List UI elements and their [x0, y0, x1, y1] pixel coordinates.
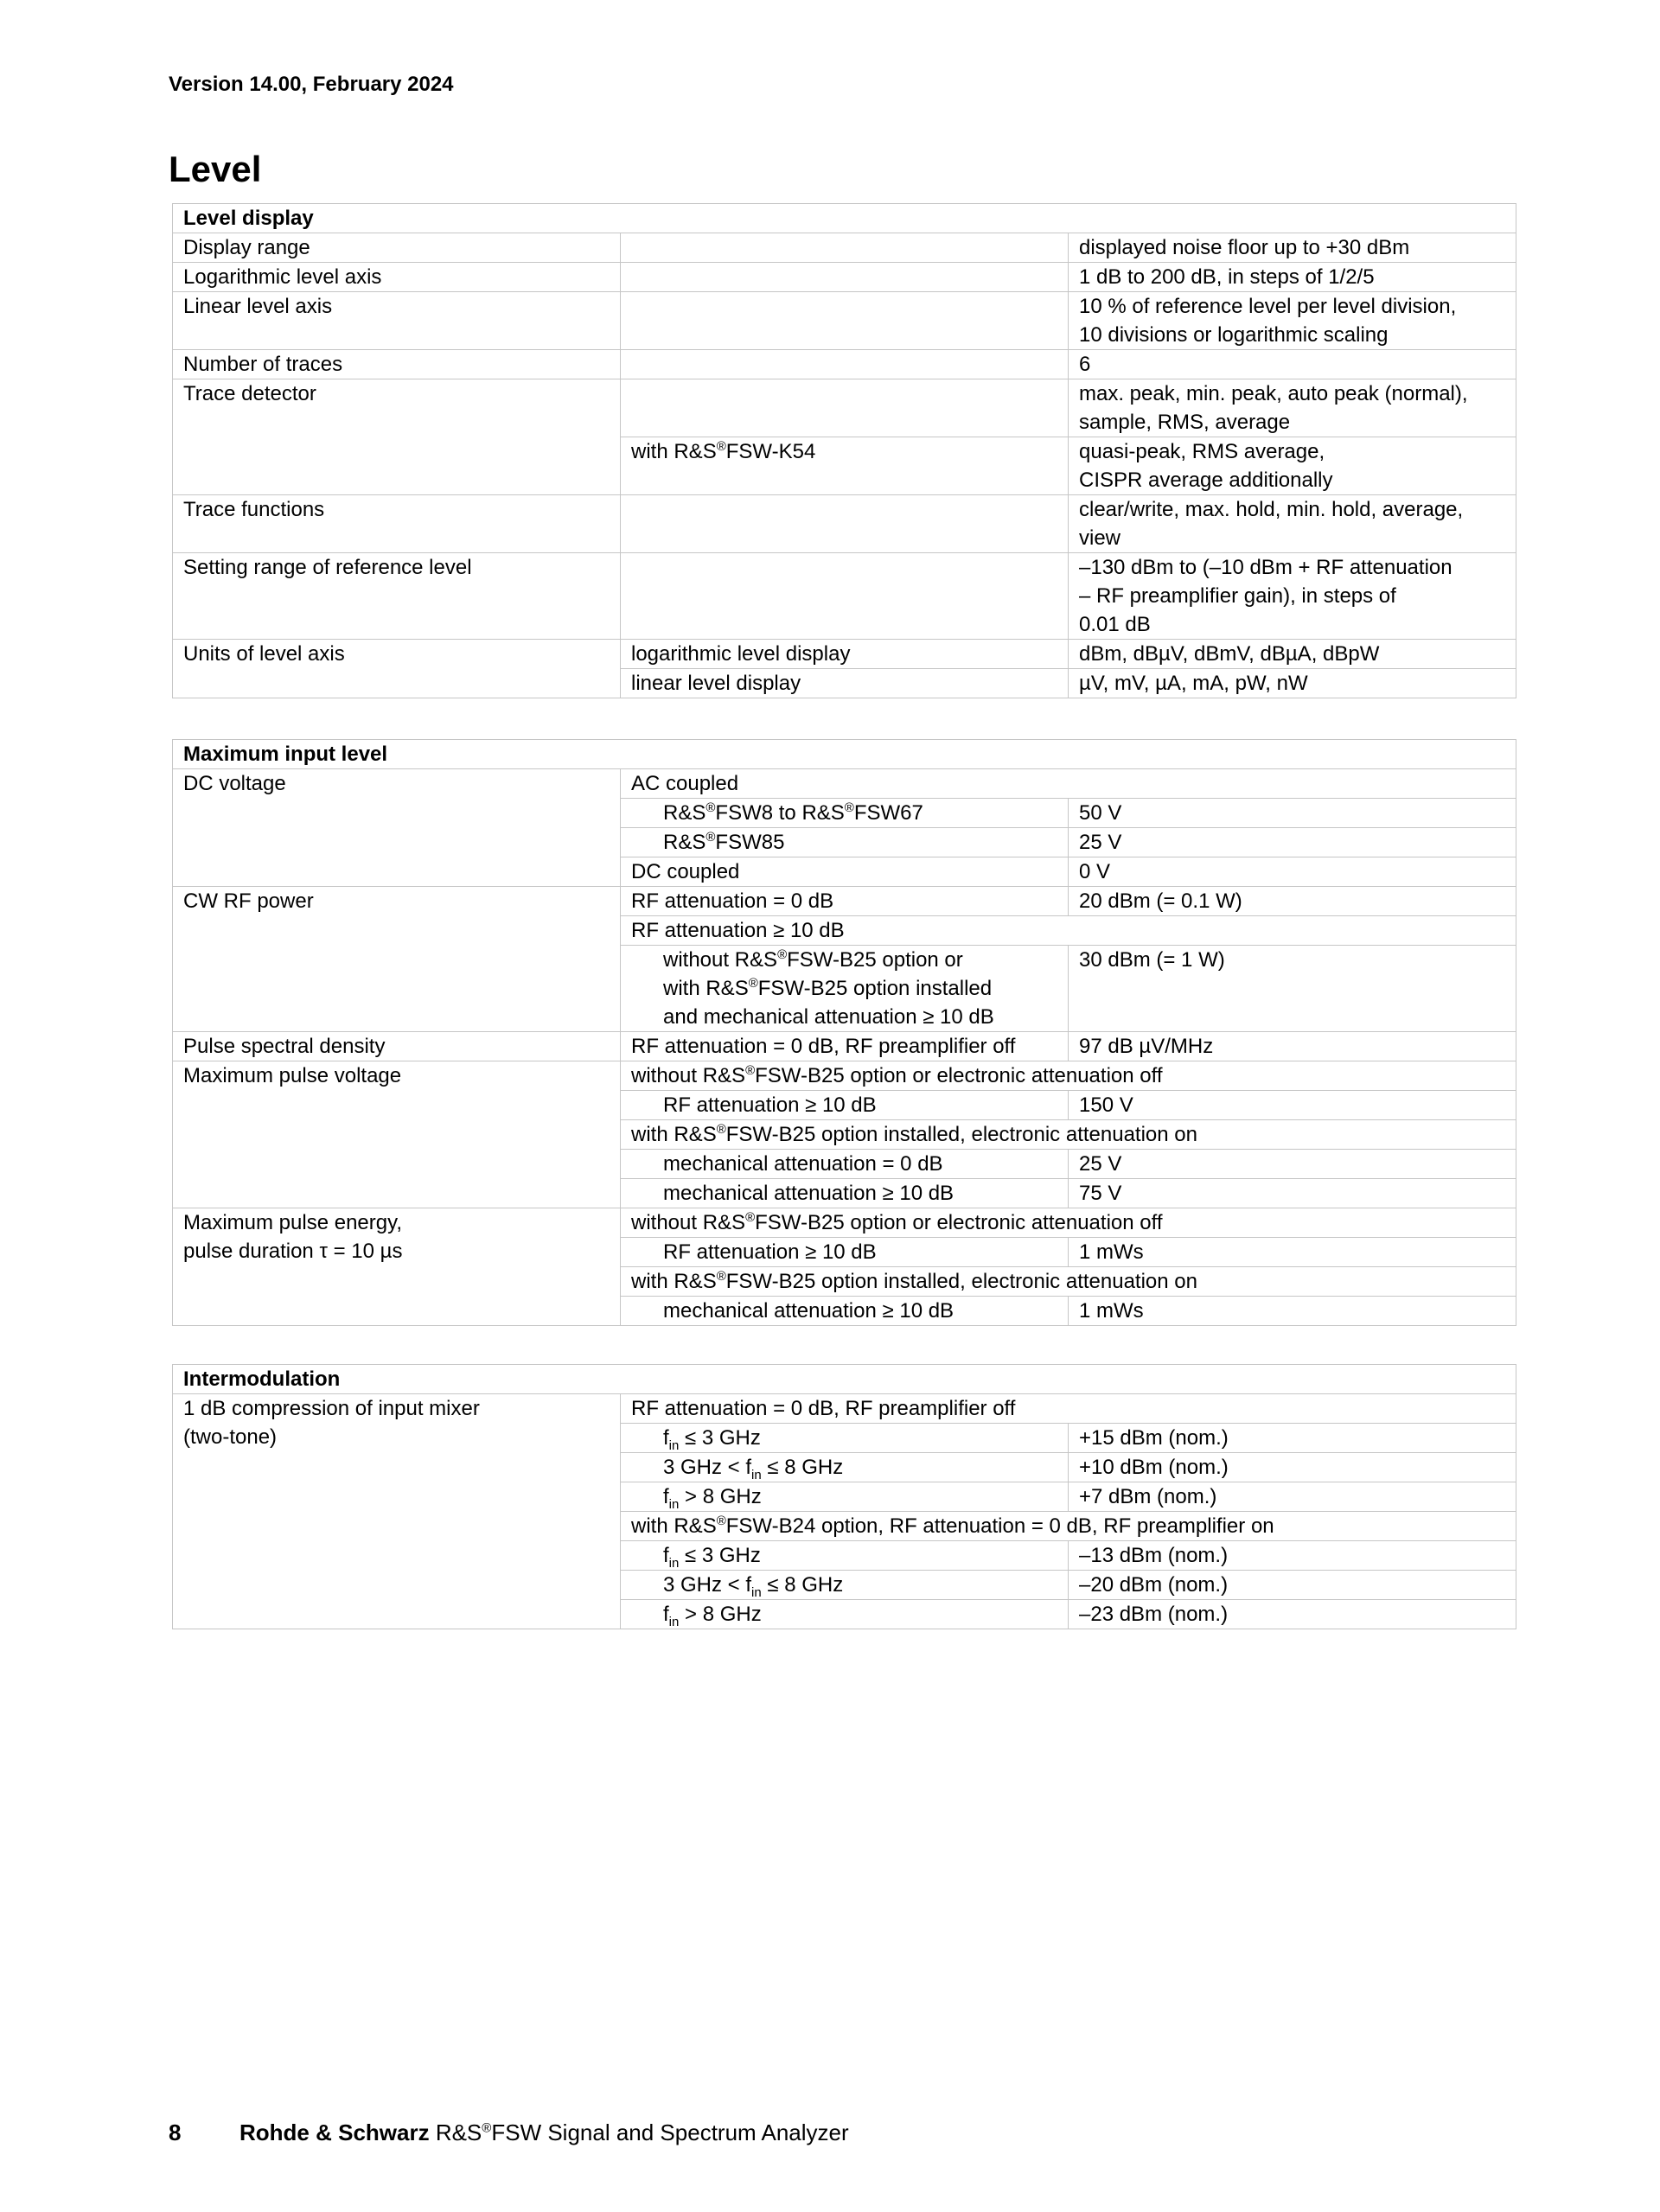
table-row	[173, 379, 1516, 437]
condition-cell	[621, 1600, 1069, 1629]
condition-line	[663, 974, 1057, 1003]
condition-cell: mechanical attenuation ≥ 10 dB	[621, 1297, 1069, 1326]
condition-cell: linear level display	[621, 669, 1069, 698]
condition-cell	[621, 1482, 1069, 1512]
label-line: Maximum pulse energy,	[183, 1211, 402, 1234]
level-display-table	[172, 203, 1516, 698]
registered-mark: ®	[745, 1210, 756, 1225]
param-value: quasi-peak, RMS average, CISPR average additionally	[1069, 437, 1516, 495]
condition-text: 3 GHz <	[663, 1456, 746, 1479]
table-row	[173, 887, 1516, 916]
param-value: –23 dBm (nom.)	[1069, 1600, 1516, 1629]
param-value: 25 V	[1069, 828, 1516, 857]
param-value: 1 mWs	[1069, 1238, 1516, 1267]
freq-symbol: f	[663, 1544, 669, 1567]
freq-subscript: in	[751, 1584, 762, 1600]
table-heading-row	[173, 1365, 1516, 1394]
param-label: Logarithmic level axis	[173, 263, 621, 292]
condition-cell: RF attenuation = 0 dB, RF preamplifier off	[621, 1394, 1516, 1424]
condition-cell: RF attenuation ≥ 10 dB	[621, 1091, 1069, 1120]
param-label: Trace detector	[173, 379, 621, 495]
registered-mark: ®	[706, 800, 716, 815]
freq-subscript: in	[668, 1437, 680, 1453]
condition-text: with R&S	[663, 977, 749, 1000]
condition-text: FSW-B25 option installed, electronic attenuation on	[725, 1270, 1197, 1293]
registered-mark: ®	[716, 1122, 726, 1137]
condition-text: FSW85	[715, 831, 785, 854]
param-value: 97 dB µV/MHz	[1069, 1032, 1516, 1061]
param-value: 6	[1069, 350, 1516, 379]
condition-text: FSW-K54	[725, 440, 816, 463]
param-value: clear/write, max. hold, min. hold, average, view	[1069, 495, 1516, 553]
registered-mark: ®	[748, 976, 758, 991]
freq-symbol: f	[745, 1456, 752, 1479]
freq-symbol: f	[663, 1485, 669, 1508]
registered-mark: ®	[482, 2120, 492, 2136]
registered-mark: ®	[844, 800, 854, 815]
param-label: Linear level axis	[173, 292, 621, 350]
table-row	[173, 292, 1516, 350]
condition-line	[663, 946, 1057, 974]
param-label: Display range	[173, 233, 621, 263]
condition-cell: RF attenuation ≥ 10 dB	[621, 1238, 1069, 1267]
condition-cell: logarithmic level display	[621, 640, 1069, 669]
intermodulation-table	[172, 1364, 1516, 1629]
param-value: +10 dBm (nom.)	[1069, 1453, 1516, 1482]
param-value: 75 V	[1069, 1179, 1516, 1208]
param-label	[173, 1394, 621, 1629]
table-row	[173, 350, 1516, 379]
condition-text: without R&S	[663, 948, 778, 972]
condition-cell	[621, 1424, 1069, 1453]
table-row	[173, 1208, 1516, 1238]
param-value: 1 dB to 200 dB, in steps of 1/2/5	[1069, 263, 1516, 292]
condition-cell	[621, 1541, 1069, 1571]
condition-cell: RF attenuation = 0 dB	[621, 887, 1069, 916]
condition-cell	[621, 828, 1069, 857]
condition-text: FSW-B25 option installed, electronic attenuation on	[725, 1123, 1197, 1146]
registered-mark: ®	[716, 1514, 726, 1528]
freq-subscript: in	[668, 1555, 680, 1571]
param-value: 0 V	[1069, 857, 1516, 887]
condition-text: FSW67	[853, 801, 923, 825]
condition-cell	[621, 263, 1069, 292]
table-row	[173, 553, 1516, 640]
registered-mark: ®	[745, 1063, 756, 1078]
condition-cell	[621, 946, 1069, 1032]
param-value: 50 V	[1069, 799, 1516, 828]
param-value: max. peak, min. peak, auto peak (normal), sample, RMS, average	[1069, 379, 1516, 437]
condition-text: > 8 GHz	[679, 1485, 762, 1508]
condition-text: with R&S	[631, 1270, 717, 1293]
condition-cell	[621, 1571, 1069, 1600]
param-label: Units of level axis	[173, 640, 621, 698]
label-line: 1 dB compression of input mixer	[183, 1397, 480, 1420]
param-label: Setting range of reference level	[173, 553, 621, 640]
condition-text: FSW-B24 option, RF attenuation = 0 dB, RF preamplifier on	[725, 1514, 1274, 1538]
table-heading-row	[173, 204, 1516, 233]
table-row	[173, 263, 1516, 292]
table-heading-row	[173, 740, 1516, 769]
registered-mark: ®	[716, 1269, 726, 1284]
page-number: 8	[169, 2120, 182, 2145]
condition-text: 3 GHz <	[663, 1573, 746, 1597]
footer-product: FSW Signal and Spectrum Analyzer	[491, 2120, 849, 2145]
registered-mark: ®	[777, 947, 788, 962]
label-line: pulse duration τ = 10 µs	[183, 1240, 403, 1263]
condition-text: without R&S	[631, 1211, 746, 1234]
freq-subscript: in	[751, 1467, 762, 1482]
param-label: CW RF power	[173, 887, 621, 1032]
param-value: displayed noise floor up to +30 dBm	[1069, 233, 1516, 263]
freq-symbol: f	[663, 1603, 669, 1626]
table-row	[173, 233, 1516, 263]
label-line: (two-tone)	[183, 1425, 278, 1449]
table-heading: Maximum input level	[173, 740, 1516, 769]
condition-cell	[621, 799, 1069, 828]
condition-text: FSW-B25 option or electronic attenuation off	[755, 1064, 1163, 1087]
condition-cell	[621, 1512, 1516, 1541]
table-row	[173, 1061, 1516, 1091]
condition-line: and mechanical attenuation ≥ 10 dB	[663, 1005, 994, 1029]
table-heading: Intermodulation	[173, 1365, 1516, 1394]
param-label: Number of traces	[173, 350, 621, 379]
condition-cell	[621, 350, 1069, 379]
table-row	[173, 1032, 1516, 1061]
param-value: –20 dBm (nom.)	[1069, 1571, 1516, 1600]
table-row	[173, 495, 1516, 553]
condition-cell	[621, 292, 1069, 350]
param-value: –13 dBm (nom.)	[1069, 1541, 1516, 1571]
condition-cell	[621, 1453, 1069, 1482]
table-heading: Level display	[173, 204, 1516, 233]
condition-text: > 8 GHz	[679, 1603, 762, 1626]
param-value: 20 dBm (= 0.1 W)	[1069, 887, 1516, 916]
param-value: 30 dBm (= 1 W)	[1069, 946, 1516, 1032]
condition-cell: mechanical attenuation ≥ 10 dB	[621, 1179, 1069, 1208]
condition-cell	[621, 1061, 1516, 1091]
param-value: 10 % of reference level per level division, 10 divisions or logarithmic scaling	[1069, 292, 1516, 350]
condition-text: FSW-B25 option or	[787, 948, 963, 972]
condition-text: R&S	[663, 831, 706, 854]
param-value: 1 mWs	[1069, 1297, 1516, 1326]
condition-cell: DC coupled	[621, 857, 1069, 887]
condition-text: FSW-B25 option installed	[757, 977, 993, 1000]
param-label: Maximum pulse voltage	[173, 1061, 621, 1208]
condition-cell	[621, 233, 1069, 263]
param-label: DC voltage	[173, 769, 621, 887]
param-value: 25 V	[1069, 1150, 1516, 1179]
registered-mark: ®	[716, 439, 726, 454]
freq-symbol: f	[663, 1426, 669, 1450]
condition-cell	[621, 553, 1069, 640]
condition-text: with R&S	[631, 1514, 717, 1538]
registered-mark: ®	[706, 830, 716, 845]
condition-text: ≤ 3 GHz	[679, 1544, 761, 1567]
condition-text: ≤ 8 GHz	[761, 1573, 844, 1597]
footer-brand: Rohde & Schwarz	[239, 2120, 430, 2145]
section-title: Level	[169, 149, 262, 189]
freq-symbol: f	[745, 1573, 752, 1597]
param-value: 150 V	[1069, 1091, 1516, 1120]
param-label: Pulse spectral density	[173, 1032, 621, 1061]
condition-cell: AC coupled	[621, 769, 1516, 799]
condition-text: ≤ 8 GHz	[761, 1456, 844, 1479]
freq-subscript: in	[668, 1614, 680, 1629]
param-value: +15 dBm (nom.)	[1069, 1424, 1516, 1453]
condition-cell	[621, 437, 1069, 495]
table-row	[173, 1394, 1516, 1424]
document-version: Version 14.00, February 2024	[169, 73, 454, 96]
param-value: –130 dBm to (–10 dBm + RF attenuation – RF preamplifier gain), in steps of 0.01 dB	[1069, 553, 1516, 640]
condition-text: ≤ 3 GHz	[679, 1426, 761, 1450]
condition-cell	[621, 1120, 1516, 1150]
max-input-level-table	[172, 739, 1516, 1326]
condition-text: FSW-B25 option or electronic attenuation off	[755, 1211, 1163, 1234]
condition-cell: mechanical attenuation = 0 dB	[621, 1150, 1069, 1179]
condition-cell: RF attenuation = 0 dB, RF preamplifier off	[621, 1032, 1069, 1061]
param-value: µV, mV, µA, mA, pW, nW	[1069, 669, 1516, 698]
footer-product: R&S	[429, 2120, 482, 2145]
page-footer	[169, 2120, 849, 2146]
param-label: Trace functions	[173, 495, 621, 553]
condition-text: FSW8 to R&S	[715, 801, 845, 825]
param-label	[173, 1208, 621, 1326]
condition-cell	[621, 495, 1069, 553]
freq-subscript: in	[668, 1496, 680, 1512]
table-row	[173, 769, 1516, 799]
condition-text: R&S	[663, 801, 706, 825]
param-value: +7 dBm (nom.)	[1069, 1482, 1516, 1512]
condition-text: with R&S	[631, 440, 717, 463]
condition-cell	[621, 379, 1069, 437]
table-row	[173, 640, 1516, 669]
condition-cell	[621, 1208, 1516, 1238]
condition-text: without R&S	[631, 1064, 746, 1087]
condition-cell: RF attenuation ≥ 10 dB	[621, 916, 1516, 946]
condition-text: with R&S	[631, 1123, 717, 1146]
param-value: dBm, dBµV, dBmV, dBµA, dBpW	[1069, 640, 1516, 669]
condition-cell	[621, 1267, 1516, 1297]
